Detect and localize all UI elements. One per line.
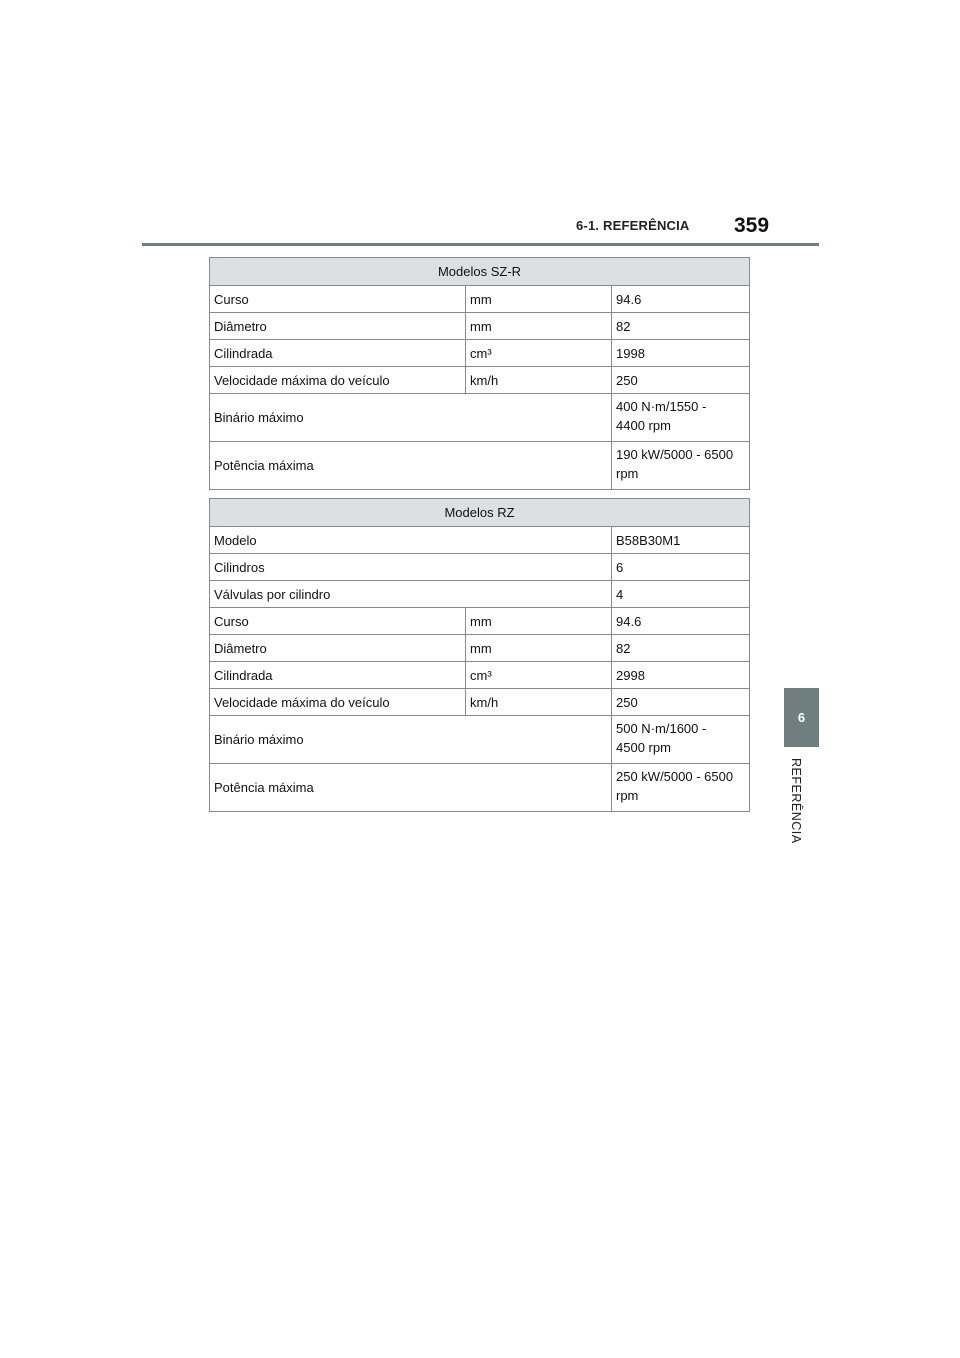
row-value-line: 400 N·m/1550 - — [616, 399, 707, 414]
table-row — [210, 554, 750, 581]
table-row — [210, 608, 750, 635]
row-label: Binário máximo — [210, 716, 612, 764]
row-unit: mm — [466, 608, 612, 635]
table-row — [210, 394, 750, 442]
row-label: Cilindros — [210, 554, 612, 581]
row-label: Velocidade máxima do veículo — [210, 367, 466, 394]
row-label: Velocidade máxima do veículo — [210, 689, 466, 716]
header-divider — [142, 243, 819, 246]
chapter-number: 6 — [797, 710, 806, 725]
row-unit: km/h — [466, 689, 612, 716]
row-label: Diâmetro — [210, 635, 466, 662]
row-label: Cilindrada — [210, 340, 466, 367]
table-header-row — [210, 258, 750, 286]
row-value-line: 4500 rpm — [616, 740, 671, 755]
row-value: 1998 — [612, 340, 750, 367]
table-header-row — [210, 499, 750, 527]
spec-table-sz-r — [209, 257, 750, 490]
row-value-line: 190 kW/5000 - 6500 — [616, 447, 734, 462]
row-unit: mm — [466, 286, 612, 313]
row-label: Curso — [210, 608, 466, 635]
table-title: Modelos RZ — [210, 499, 750, 527]
row-value: 250 — [612, 367, 750, 394]
table-row — [210, 313, 750, 340]
row-value — [612, 394, 750, 442]
table-row — [210, 581, 750, 608]
row-value: 2998 — [612, 662, 750, 689]
table-row — [210, 635, 750, 662]
chapter-label: REFERÊNCIA — [789, 758, 803, 844]
row-value: 94.6 — [612, 286, 750, 313]
row-value: B58B30M1 — [612, 527, 750, 554]
row-unit: cm³ — [466, 340, 612, 367]
row-value: 94.6 — [612, 608, 750, 635]
row-label: Diâmetro — [210, 313, 466, 340]
spec-table-rz — [209, 498, 750, 812]
table-row — [210, 716, 750, 764]
table-row — [210, 442, 750, 490]
row-value — [612, 716, 750, 764]
row-label: Potência máxima — [210, 442, 612, 490]
row-value-line: rpm — [616, 788, 639, 803]
row-label: Potência máxima — [210, 764, 612, 812]
table-row — [210, 689, 750, 716]
chapter-tab — [784, 688, 819, 747]
row-unit: mm — [466, 313, 612, 340]
table-title: Modelos SZ-R — [210, 258, 750, 286]
row-label: Cilindrada — [210, 662, 466, 689]
row-value: 82 — [612, 313, 750, 340]
table-row — [210, 527, 750, 554]
row-value — [612, 442, 750, 490]
row-value-line: 4400 rpm — [616, 418, 671, 433]
row-value: 6 — [612, 554, 750, 581]
table-row — [210, 367, 750, 394]
row-label: Modelo — [210, 527, 612, 554]
row-unit: cm³ — [466, 662, 612, 689]
table-row — [210, 662, 750, 689]
row-unit: mm — [466, 635, 612, 662]
row-value-line: 250 kW/5000 - 6500 — [616, 769, 734, 784]
table-row — [210, 764, 750, 812]
row-value: 250 — [612, 689, 750, 716]
table-row — [210, 340, 750, 367]
section-title: 6-1. REFERÊNCIA — [576, 218, 690, 233]
row-unit: km/h — [466, 367, 612, 394]
table-row — [210, 286, 750, 313]
row-value: 4 — [612, 581, 750, 608]
row-value: 82 — [612, 635, 750, 662]
row-label: Binário máximo — [210, 394, 612, 442]
row-label: Válvulas por cilindro — [210, 581, 612, 608]
page-number: 359 — [734, 214, 770, 237]
row-label: Curso — [210, 286, 466, 313]
row-value — [612, 764, 750, 812]
row-value-line: 500 N·m/1600 - — [616, 721, 707, 736]
row-value-line: rpm — [616, 466, 639, 481]
